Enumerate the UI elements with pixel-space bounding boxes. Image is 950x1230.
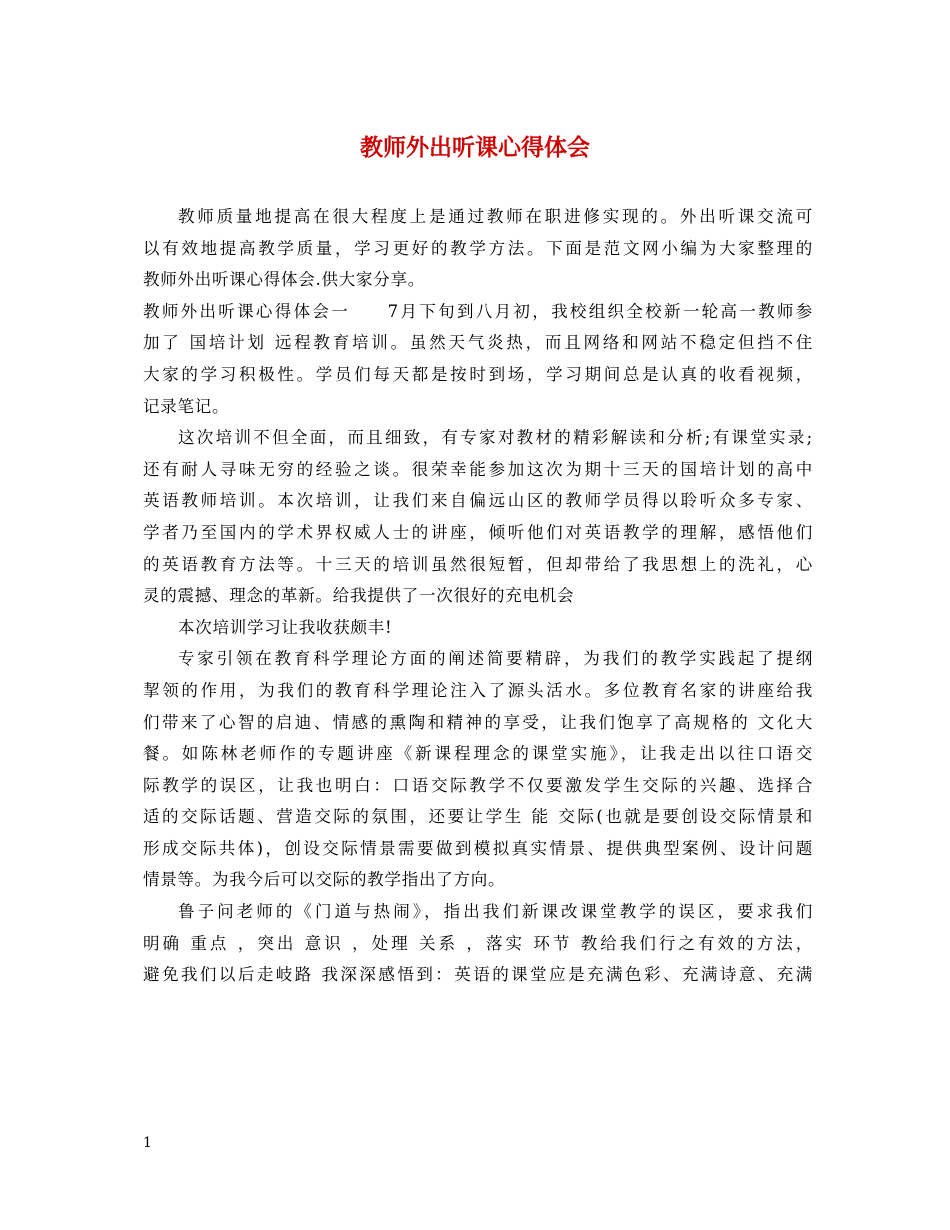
- body-line: 挈领的作用，为我们的教育科学理论注入了源头活水。多位教育名家的讲座给我: [143, 680, 813, 700]
- body-line: 大家的学习积极性。学员们每天都是按时到场，学习期间总是认真的收看视频，: [143, 364, 813, 384]
- body-line: 教师外出听课心得体会一 7月下旬到八月初，我校组织全校新一轮高一教师参: [143, 301, 813, 321]
- body-line: 还有耐人寻味无穷的经验之谈。很荣幸能参加这次为期十三天的国培计划的高中: [143, 459, 813, 479]
- body-line: 餐。如陈林老师作的专题讲座《新课程理念的课堂实施》，让我走出以往口语交: [143, 744, 813, 764]
- body-line: 英语教师培训。本次培训，让我们来自偏远山区的教师学员得以聆听众多专家、: [143, 491, 813, 511]
- body-line: 这次培训不但全面，而且细致，有专家对教材的精彩解读和分析;有课堂实录;: [178, 428, 813, 448]
- body-line: 灵的震撼、理念的革新。给我提供了一次很好的充电机会: [143, 586, 575, 606]
- body-line: 以有效地提高教学质量，学习更好的教学方法。下面是范文网小编为大家整理的: [143, 238, 813, 258]
- body-line: 记录笔记。: [143, 396, 230, 416]
- body-line: 鲁子问老师的《门道与热闹》，指出我们新课改课堂教学的误区，要求我们: [178, 902, 813, 922]
- body-line: 明确 重点 ，突出 意识 ，处理 关系 ，落实 环节 教给我们行之有效的方法，: [143, 933, 813, 953]
- body-line: 教师外出听课心得体会.供大家分享。: [143, 270, 425, 290]
- body-line: 际教学的误区，让我也明白：口语交际教学不仅要激发学生交际的兴趣、选择合: [143, 775, 813, 795]
- body-line: 专家引领在教育科学理论方面的阐述简要精辟，为我们的教学实践起了提纲: [178, 649, 813, 669]
- body-line: 的英语教育方法等。十三天的培训虽然很短暂，但却带给了我思想上的洗礼，心: [143, 554, 813, 574]
- page-number: 1: [143, 1135, 152, 1151]
- body-line: 加了 国培计划 远程教育培训。虽然天气炎热，而且网络和网站不稳定但挡不住: [143, 333, 813, 353]
- body-line: 情景等。为我今后可以交际的教学指出了方向。: [143, 870, 506, 890]
- document-title: 教师外出听课心得体会: [360, 134, 590, 161]
- document-body: [143, 201, 813, 991]
- body-line: 适的交际话题、营造交际的氛围，还要让学生 能 交际(也就是要创设交际情景和: [143, 807, 813, 827]
- body-line: 教师质量地提高在很大程度上是通过教师在职进修实现的。外出听课交流可: [178, 207, 813, 226]
- body-line: 避免我们以后走岐路 我深深感悟到：英语的课堂应是充满色彩、充满诗意、充满: [143, 965, 813, 985]
- body-line: 本次培训学习让我收获颇丰!: [178, 617, 393, 637]
- body-line: 学者乃至国内的学术界权威人士的讲座，倾听他们对英语教学的理解，感悟他们: [143, 522, 813, 542]
- body-line: 们带来了心智的启迪、情感的熏陶和精神的享受，让我们饱享了高规格的 文化大: [143, 712, 813, 732]
- body-line: 形成交际共体)，创设交际情景需要做到模拟真实情景、提供典型案例、设计问题: [143, 838, 813, 858]
